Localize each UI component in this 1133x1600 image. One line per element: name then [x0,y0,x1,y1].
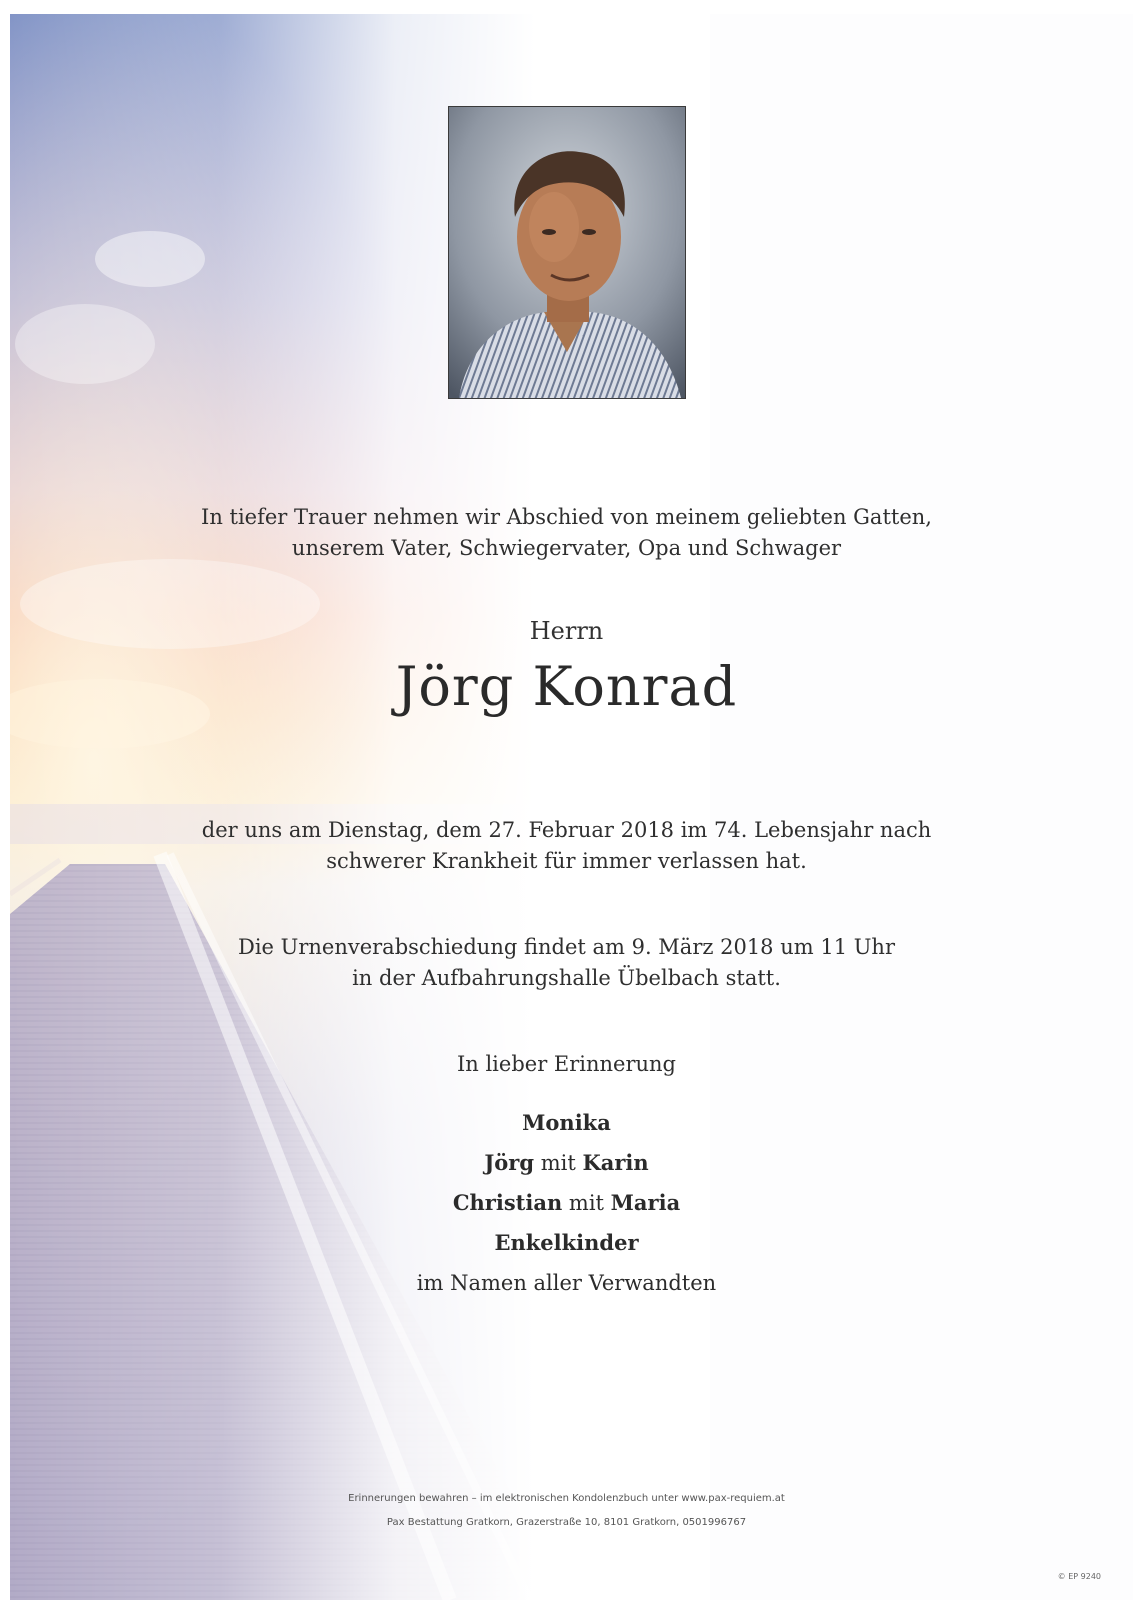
mourner-grandchildren: Enkelkinder [494,1230,639,1255]
passing-text [0,815,1133,877]
honorific: Herrn [529,617,604,645]
mourner-christian-maria [0,1183,1133,1223]
footer-line-2: Pax Bestattung Gratkorn, Grazerstraße 10, 8101 Gratkorn, 0501996767 [386,1517,747,1528]
service-line-1: Die Urnenverabschiedung findet am 9. März 2018 um 11 Uhr [237,935,895,959]
passing-line-2: schwerer Krankheit für immer verlassen hat. [326,849,807,873]
footer-line-1: Erinnerungen bewahren – im elektronischen Kondolenzbuch unter www.pax-requiem.at [348,1493,785,1504]
intro-line-2: unserem Vater, Schwiegervater, Opa und Schwager [291,536,842,560]
service-text [0,932,1133,994]
mourner-maria: Maria [610,1190,681,1215]
mourner-karin: Karin [582,1150,649,1175]
portrait-photo [449,107,685,398]
conjunction-mit: mit [540,1151,576,1175]
mourner-christian: Christian [452,1190,563,1215]
mourner-joerg: Jörg [484,1150,535,1175]
memory-heading: In lieber Erinnerung [456,1052,677,1076]
design-code: © EP 9240 [1057,1572,1101,1581]
intro-line-1: In tiefer Trauer nehmen wir Abschied von meinem geliebten Gatten, [201,505,932,529]
service-line-2: in der Aufbahrungshalle Übelbach statt. [352,966,781,990]
mourners-list [0,1103,1133,1303]
mourner-relatives: im Namen aller Verwandten [416,1271,717,1295]
paper-margin-top [0,0,1133,14]
mourner-joerg-karin [0,1143,1133,1183]
passing-line-1: der uns am Dienstag, dem 27. Februar 2018 im 74. Lebensjahr nach [201,818,932,842]
footer [0,1487,1133,1535]
conjunction-mit: mit [568,1191,604,1215]
deceased-name: Jörg Konrad [395,655,738,718]
intro-text [0,502,1133,564]
paper-margin-left [0,0,10,1600]
mourner-monika: Monika [522,1110,611,1135]
